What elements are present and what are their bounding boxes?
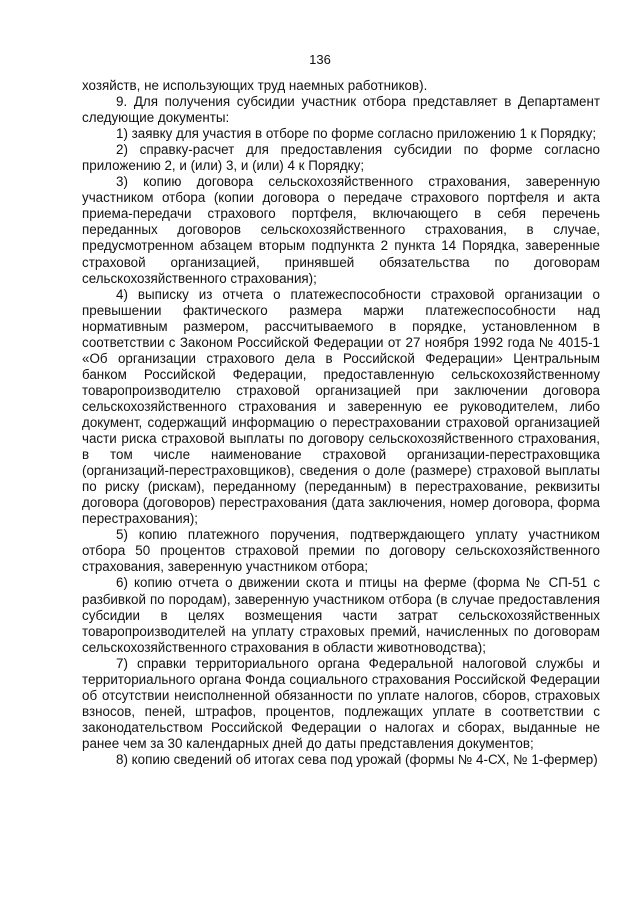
list-item-5: 5) копию платежного поручения, подтверждающего уплату участником отбора 50 процентов страховой премии по договору сельскохозяйственного страхования, заверенную участником отбора; — [82, 527, 600, 575]
list-item-3: 3) копию договора сельскохозяйственного страхования, заверенную участником отбора (копии договора о передаче страхового портфеля и акта приема-передачи страхового портфеля, включающего в себя перечень переданных договоров сельскохозяйственного страхования, в случае, предусмотренном абзацем вторым подпункта 2 пункта 14 Порядка, заверенные страховой организацией, принявшей обязательства по договорам сельскохозяйственного страхования); — [82, 174, 600, 286]
list-item-2: 2) справку-расчет для предоставления субсидии по форме согласно приложению 2, и (или) 3, и (или) 4 к Порядку; — [82, 142, 600, 174]
list-item-7: 7) справки территориального органа Федеральной налоговой службы и территориального органа Фонда социального страхования Российской Федерации об отсутствии неисполненной обязанности по уплате налогов, сборов, страховых взносов, пеней, штрафов, процентов, подлежащих уплате в соответствии с законодательством Российской Федерации о налогах и сборах, выданные не ранее чем за 30 календарных дней до даты представления документов; — [82, 655, 600, 751]
document-body — [82, 78, 600, 768]
list-item-8: 8) копию сведений об итогах сева под урожай (формы № 4-СХ, № 1-фермер) — [116, 751, 598, 767]
list-item-4: 4) выписку из отчета о платежеспособности страховой организации о превышении фактического размера маржи платежеспособности над нормативным размером, рассчитываемого в порядке, установленном в соответствии с Законом Российской Федерации от 27 ноября 1992 года № 4015-1 «Об организации страхового дела в Российской Федерации» Центральным банком Российской Федерации, предоставленную сельскохозяйственному товаропроизводителю страховой организацией при заключении договора сельскохозяйственного страхования и заверенную ее руководителем, либо документ, содержащий информацию о перестраховании страховой организацией части риска страховой выплаты по договору сельскохозяйственного страхования, в том числе наименование страховой организации-перестраховщика (организаций-перестраховщиков), сведения о доле (размере) страховой выплаты по риску (рискам), переданному (переданным) в перестрахование, реквизиты договора (договоров) перестрахования (дата заключения, номер договора, форма перестрахования); — [82, 286, 600, 527]
page-number: 136 — [309, 52, 331, 67]
list-item-6: 6) копию отчета о движении скота и птицы на ферме (форма № СП-51 с разбивкой по породам), заверенную участником отбора (в случае предоставления субсидии в целях возмещения части затрат сельскохозяйственных товаропроизводителей на уплату страховых премий, начисленных по договорам сельскохозяйственного страхования в области животноводства); — [82, 575, 600, 655]
paragraph-item-9: 9. Для получения субсидии участник отбора представляет в Департамент следующие документы: — [82, 94, 600, 126]
paragraph-continuation: хозяйств, не использующих труд наемных работников). — [82, 78, 428, 93]
list-item-1: 1) заявку для участия в отборе по форме согласно приложению 1 к Порядку; — [116, 126, 597, 142]
